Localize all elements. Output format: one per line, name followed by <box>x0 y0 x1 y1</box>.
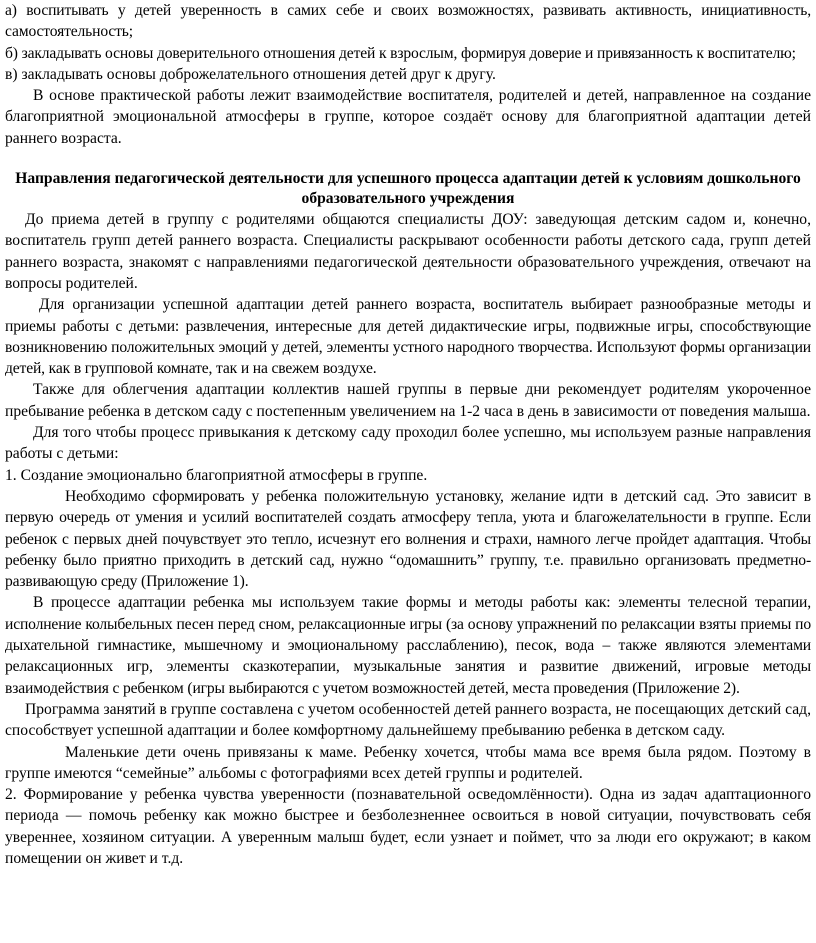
family-albums-paragraph: Маленькие дети очень привязаны к маме. Ребенку хочется, чтобы мама все время была рядом. Поэтому в группе имеются “семейные” альбомы с фотографиями всех детей группы и родителей. <box>5 743 811 782</box>
basis-paragraph: В основе практической работы лежит взаимодействие воспитателя, родителей и детей, направленное на создание благоприятной эмоциональной атмосферы в группе, которое создаёт основу для благоприятной адаптации детей раннего возраста. <box>5 87 811 147</box>
goal-b-paragraph: б) закладывать основы доверительного отношения детей к взрослым, формируя доверие и привязанность к воспитателю; <box>5 44 796 62</box>
direction-1-heading: 1. Создание эмоционально благоприятной атмосферы в группе. <box>5 466 428 484</box>
methods-paragraph: Для организации успешной адаптации детей раннего возраста, воспитатель выбирает разнообразные методы и приемы работы с детьми: развлечения, интересные для детей дидактические игры, подвижные игры, способствующие возникновению положительных эмоций у детей, элементы устного народного творчества. Используют формы организации детей, как в групповой комнате, так и на свежем воздухе. <box>5 296 811 378</box>
positive-attitude-paragraph: Необходимо сформировать у ребенка положительную установку, желание идти в детский сад. Это зависит в первую очередь от умения и усилий воспитателей создать атмосферу тепла, уюта и благожелательности в группе. Если ребенок с первых дней почувствует это тепло, исчезнут его волнения и страхи, намного легче пройдет адаптация. Чтобы ребенку было приятно приходить в детский сад, нужно “одомашнить” группу, т.е. правильно организовать предметно-развивающую среду (Приложение 1). <box>5 487 811 591</box>
program-paragraph: Программа занятий в группе составлена с учетом особенностей детей раннего возраста, не посещающих детский сад, способствует успешной адаптации и более комфортному дальнейшему пребыванию ребенка в детском саду. <box>5 700 811 740</box>
direction-2-paragraph: 2. Формирование у ребенка чувства уверенности (познавательной осведомлённости). Одна из задач адаптационного периода — помочь ребенку как можно быстрее и безболезненнее освоиться в новой ситуации, почувствовать себя увереннее, хозяином ситуации. А уверенным малыш будет, если узнает и поймет, что за люди его окружают; в каком помещении он живет и т.д. <box>5 786 811 867</box>
goal-a-paragraph: а) воспитывать у детей уверенность в самих себе и своих возможностях, развивать активность, инициативность, самостоятельность; <box>5 2 811 41</box>
before-admission-paragraph: До приема детей в группу с родителями общаются специалисты ДОУ: заведующая детским садом и, конечно, воспитатель групп детей раннего возраста. Специалисты раскрывают особенности работы детского сада, групп детей раннего возраста, знакомят с направлениями педагогической деятельности образовательного учреждения, отвечают на вопросы родителей. <box>5 211 811 292</box>
shortened-stay-paragraph: Также для облегчения адаптации коллектив нашей группы в первые дни рекомендует родителям укороченное пребывание ребенка в детском саду с постепенным увеличением на 1-2 часа в день в зависимости от поведения малыша. <box>5 381 811 420</box>
section-heading: Направления педагогической деятельности для успешного процесса адаптации детей к условиям дошкольного образовательного учреждения <box>15 170 801 208</box>
forms-methods-paragraph: В процессе адаптации ребенка мы используем такие формы и методы работы как: элементы телесной терапии, исполнение колыбельных песен перед сном, релаксационные игры (за основу упражнений по релаксации взяты приемы по дыхательной гимнастике, мышечному и эмоциональному расслаблению), песок, вода – также являются элементами релаксационных игр, элементы сказкотерапии, музыкальные занятия и развитие движений, игровые методы взаимодействия с ребенком (игры выбираются с учетом возможностей детей, места проведения (Приложение 2). <box>5 594 811 697</box>
goal-c-paragraph: в) закладывать основы доброжелательного отношения детей друг к другу. <box>5 65 496 83</box>
directions-intro-paragraph: Для того чтобы процесс привыкания к детскому саду проходил более успешно, мы используем разные направления работы с детьми: <box>5 424 811 463</box>
